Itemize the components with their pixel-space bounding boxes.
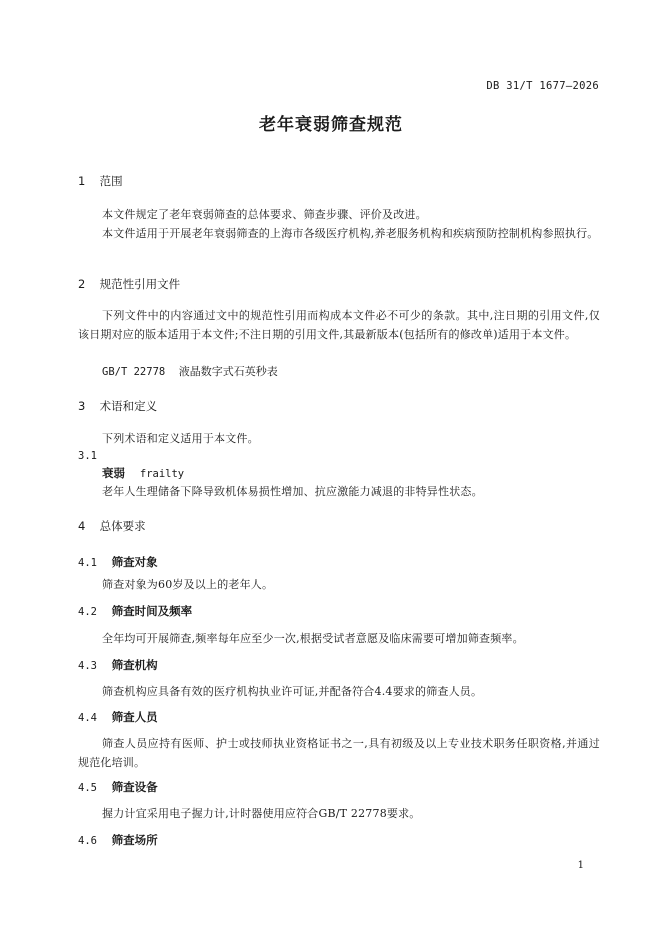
subsection-4-4-text: 筛查人员应持有医师、护士或技师执业资格证书之一,具有初级及以上专业技术职务任职资格,并通过规范化培训。 xyxy=(78,737,600,769)
subsection-4-1-text: 筛查对象为60岁及以上的老年人。 xyxy=(102,578,274,591)
section-2-paragraph-1: 下列文件中的内容通过文中的规范性引用而构成本文件必不可少的条款。其中,注日期的引用文件,仅该日期对应的版本适用于本文件;不注日期的引用文件,其最新版本(包括所有的修改单)适用于本文件。 xyxy=(78,309,600,341)
reference-code: GB/T 22778 xyxy=(102,366,166,378)
subsection-4-5-text: 握力计宜采用电子握力计,计时器使用应符合GB/T 22778要求。 xyxy=(102,807,421,820)
section-4-heading xyxy=(78,518,600,534)
page-number: 1 xyxy=(577,860,584,871)
subsection-4-3-heading xyxy=(78,657,600,673)
subsection-number: 4.3 xyxy=(78,660,97,672)
subsection-title: 筛查对象 xyxy=(111,555,158,569)
subsection-4-2-text: 全年均可开展筛查,频率每年应至少一次,根据受试者意愿及临床需要可增加筛查频率。 xyxy=(102,632,524,645)
subsection-title: 筛查时间及频率 xyxy=(111,604,193,618)
subsection-number: 4.2 xyxy=(78,606,97,618)
subsection-number: 4.4 xyxy=(78,712,97,724)
subsection-4-5-heading xyxy=(78,779,600,795)
subsection-4-2-heading xyxy=(78,603,600,619)
section-3-paragraph-1: 下列术语和定义适用于本文件。 xyxy=(102,432,259,445)
term-definition: 老年人生理储备下降导致机体易损性增加、抗应激能力减退的非特异性状态。 xyxy=(102,485,483,498)
section-number: 2 xyxy=(78,277,86,291)
subsection-4-1-heading xyxy=(78,554,600,570)
subsection-number: 4.6 xyxy=(78,835,97,847)
section-number: 4 xyxy=(78,519,86,533)
document-code: DB 31/T 1677—2026 xyxy=(486,80,599,92)
section-title: 规范性引用文件 xyxy=(99,277,181,291)
section-2-heading xyxy=(78,276,600,292)
subsection-number: 4.5 xyxy=(78,782,97,794)
section-title: 范围 xyxy=(99,174,123,188)
subsection-title: 筛查场所 xyxy=(111,833,158,847)
reference-title: 液晶数字式石英秒表 xyxy=(178,365,278,378)
term-number: 3.1 xyxy=(78,450,97,462)
section-title: 术语和定义 xyxy=(99,399,158,413)
normative-reference xyxy=(78,363,624,379)
subsection-title: 筛查机构 xyxy=(111,658,158,672)
term-english: frailty xyxy=(139,468,185,480)
term-chinese: 衰弱 xyxy=(102,466,125,480)
subsection-number: 4.1 xyxy=(78,557,97,569)
section-1-heading xyxy=(78,173,600,189)
subsection-4-6-heading xyxy=(78,832,600,848)
subsection-4-4-heading xyxy=(78,709,600,725)
section-title: 总体要求 xyxy=(99,519,146,533)
document-title: 老年衰弱筛查规范 xyxy=(259,115,403,135)
term-entry xyxy=(78,465,624,481)
section-1-paragraph-1: 本文件规定了老年衰弱筛查的总体要求、筛查步骤、评价及改进。 xyxy=(102,208,427,221)
section-1-paragraph-2: 本文件适用于开展老年衰弱筛查的上海市各级医疗机构,养老服务机构和疾病预防控制机构参照执行。 xyxy=(102,227,599,240)
subsection-4-3-text: 筛查机构应具备有效的医疗机构执业许可证,并配备符合4.4要求的筛查人员。 xyxy=(102,685,483,698)
section-number: 1 xyxy=(78,174,86,188)
subsection-title: 筛查设备 xyxy=(111,780,158,794)
section-3-heading xyxy=(78,398,600,414)
section-number: 3 xyxy=(78,399,86,413)
subsection-title: 筛查人员 xyxy=(111,710,158,724)
